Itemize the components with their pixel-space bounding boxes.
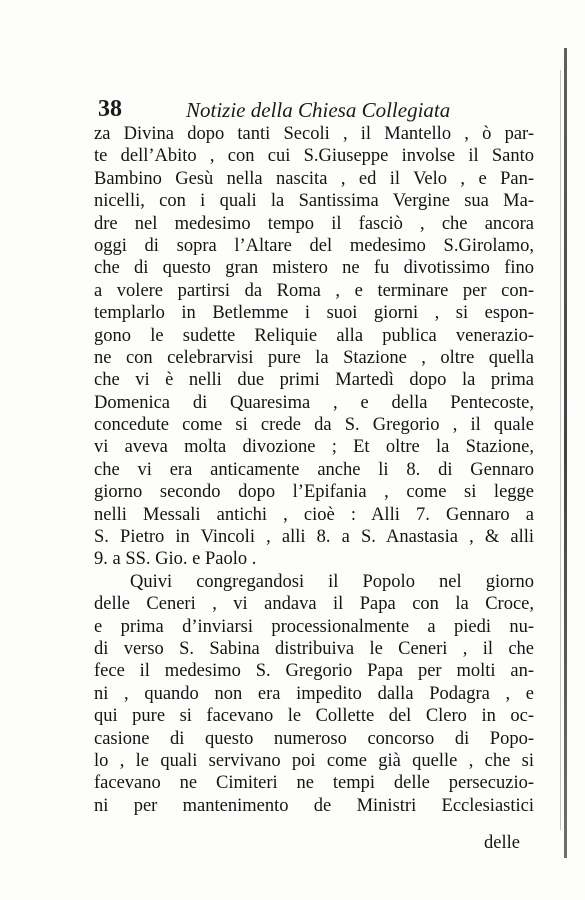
text-line: te dell’Abito , con cui S.Giuseppe involse il Santo xyxy=(94,146,534,167)
text-line: concedute come si crede da S. Gregorio , il quale xyxy=(94,415,534,436)
text-line: dre nel medesimo tempo il fasciò , che ancora xyxy=(94,213,534,234)
page-edge-line xyxy=(560,70,561,830)
text-line: che di questo gran mistero ne fu divotissimo fino xyxy=(94,258,534,279)
text-line: Bambino Gesù nella nascita , ed il Velo , e Pan- xyxy=(94,168,534,189)
text-line: ni , quando non era impedito dalla Podagra , e xyxy=(94,683,534,704)
text-line: fece il medesimo S. Gregorio Papa per molti an- xyxy=(94,661,534,682)
text-line: che vi era anticamente anche li 8. di Gennaro xyxy=(94,459,534,480)
page-edge-shadow xyxy=(564,48,567,858)
text-line: lo , le quali servivano poi come già quelle , che si xyxy=(94,750,534,771)
page-number: 38 xyxy=(98,96,122,122)
text-line: casione di questo numeroso concorso di Popo- xyxy=(94,728,534,749)
text-line: a volere partirsi da Roma , e terminare per con- xyxy=(94,280,534,301)
text-line: templarlo in Betlemme i suoi giorni , si espon- xyxy=(94,303,534,324)
text-line: vi aveva molta divozione ; Et oltre la Stazione, xyxy=(94,437,534,458)
page-header xyxy=(98,96,478,126)
text-line: nicelli, con i quali la Santissima Vergine sua Ma- xyxy=(94,191,534,212)
text-line: facevano ne Cimiteri ne tempi delle persecuzio- xyxy=(94,773,534,794)
running-title: Notizie della Chiesa Collegiata xyxy=(186,98,451,122)
text-line: oggi di sopra l’Altare del medesimo S.Girolamo, xyxy=(94,235,534,256)
text-line: Quivi congregandosi il Popolo nel giorno xyxy=(130,571,534,592)
text-line: delle Ceneri , vi andava il Papa con la Croce, xyxy=(94,594,534,615)
text-line: za Divina dopo tanti Secoli , il Mantello , ò par- xyxy=(94,124,534,144)
text-line: ni per mantenimento de Ministri Ecclesiastici xyxy=(94,795,534,816)
text-line: giorno secondo dopo l’Epifania , come si legge xyxy=(94,482,534,503)
text-line: ne con celebrarvisi pure la Stazione , oltre quella xyxy=(94,347,534,368)
text-line: nelli Messali antichi , cioè : Alli 7. Gennaro a xyxy=(94,504,534,525)
text-line: S. Pietro in Vincoli , alli 8. a S. Anastasia , & alli xyxy=(94,527,534,548)
text-line: Domenica di Quaresima , e della Pentecoste, xyxy=(94,392,534,413)
text-line: qui pure si facevano le Collette del Clero in oc- xyxy=(94,706,534,727)
body-text xyxy=(94,123,544,817)
catchword: delle xyxy=(484,833,520,853)
text-line: di verso S. Sabina distribuiva le Ceneri , il che xyxy=(94,638,534,659)
text-line: che vi è nelli due primi Martedì dopo la prima xyxy=(94,370,534,391)
text-line: 9. a SS. Gio. e Paolo . xyxy=(94,549,257,570)
text-line: e prima d’inviarsi processionalmente a piedi nu- xyxy=(94,616,534,637)
text-line: gono le sudette Reliquie alla publica venerazio- xyxy=(94,325,534,346)
